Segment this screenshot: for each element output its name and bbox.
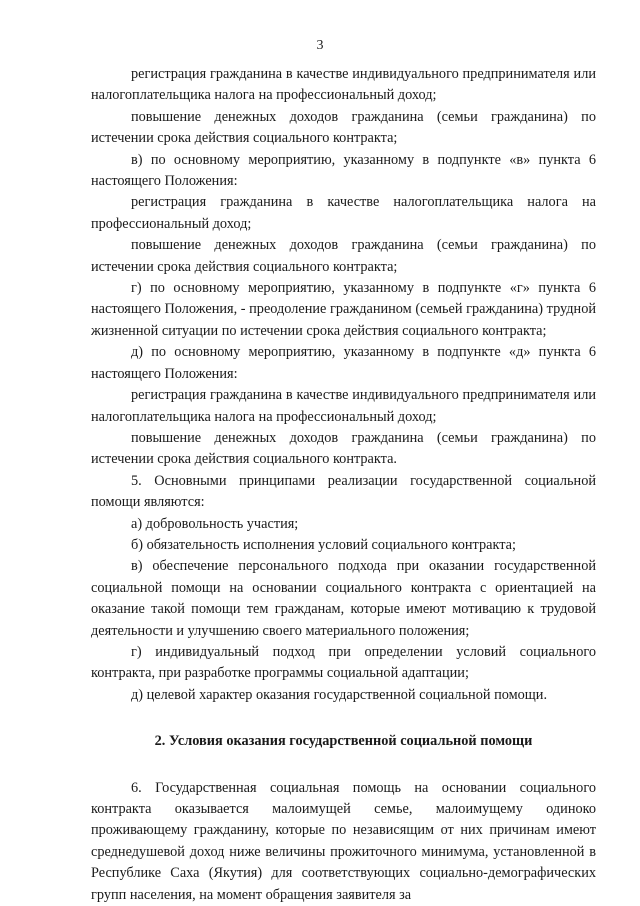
paragraph: г) индивидуальный подход при определении условий социального контракта, при разработке программы социальной адаптации; [91, 643, 596, 682]
paragraph: б) обязательность исполнения условий социального контракта; [131, 536, 516, 553]
paragraph: а) добровольность участия; [131, 515, 299, 532]
paragraph: повышение денежных доходов гражданина (семьи гражданина) по истечении срока действия социального контракта. [91, 429, 596, 468]
paragraph: 5. Основными принципами реализации государственной социальной помощи являются: [91, 472, 596, 511]
section-heading: 2. Условия оказания государственной социальной помощи [154, 733, 533, 750]
paragraph: г) по основному мероприятию, указанному в подпункте «г» пункта 6 настоящего Положения, - преодоление гражданином (семьей гражданина) трудной жизненной ситуации по истечении срока действия социального контракта; [91, 280, 596, 339]
paragraph: регистрация гражданина в качестве индивидуального предпринимателя или налогоплательщика налога на профессиональный доход; [91, 66, 596, 104]
paragraph: регистрация гражданина в качестве индивидуального предпринимателя или налогоплательщика налога на профессиональный доход; [91, 387, 596, 425]
paragraph: в) обеспечение персонального подхода при оказании государственной социальной помощи на основании социального контракта с ориентацией на оказание такой помощи тем гражданам, которые имеют мотивацию к трудовой деятельности и улучшению своего материального положения; [91, 558, 596, 639]
paragraph: регистрация гражданина в качестве налогоплательщика налога на профессиональный доход; [91, 194, 596, 232]
document-body [91, 64, 596, 906]
paragraph: в) по основному мероприятию, указанному в подпункте «в» пункта 6 настоящего Положения: [91, 151, 596, 190]
paragraph: 6. Государственная социальная помощь на основании социального контракта оказывается малоимущей семье, малоимущему одиноко проживающему гражданину, которые по независящим от них причинам имеют среднедушевой доход ниже величины прожиточного минимума, установленной в Республике Саха (Якутия) для соответствующих социально-демографических групп населения, на момент обращения заявителя за [91, 779, 596, 903]
page-number: 3 [316, 38, 324, 53]
paragraph: д) целевой характер оказания государственной социальной помощи. [131, 686, 548, 703]
paragraph: д) по основному мероприятию, указанному в подпункте «д» пункта 6 настоящего Положения: [91, 344, 596, 382]
paragraph: повышение денежных доходов гражданина (семьи гражданина) по истечении срока действия социального контракта; [91, 237, 596, 275]
paragraph: повышение денежных доходов гражданина (семьи гражданина) по истечении срока действия социального контракта; [91, 108, 596, 147]
